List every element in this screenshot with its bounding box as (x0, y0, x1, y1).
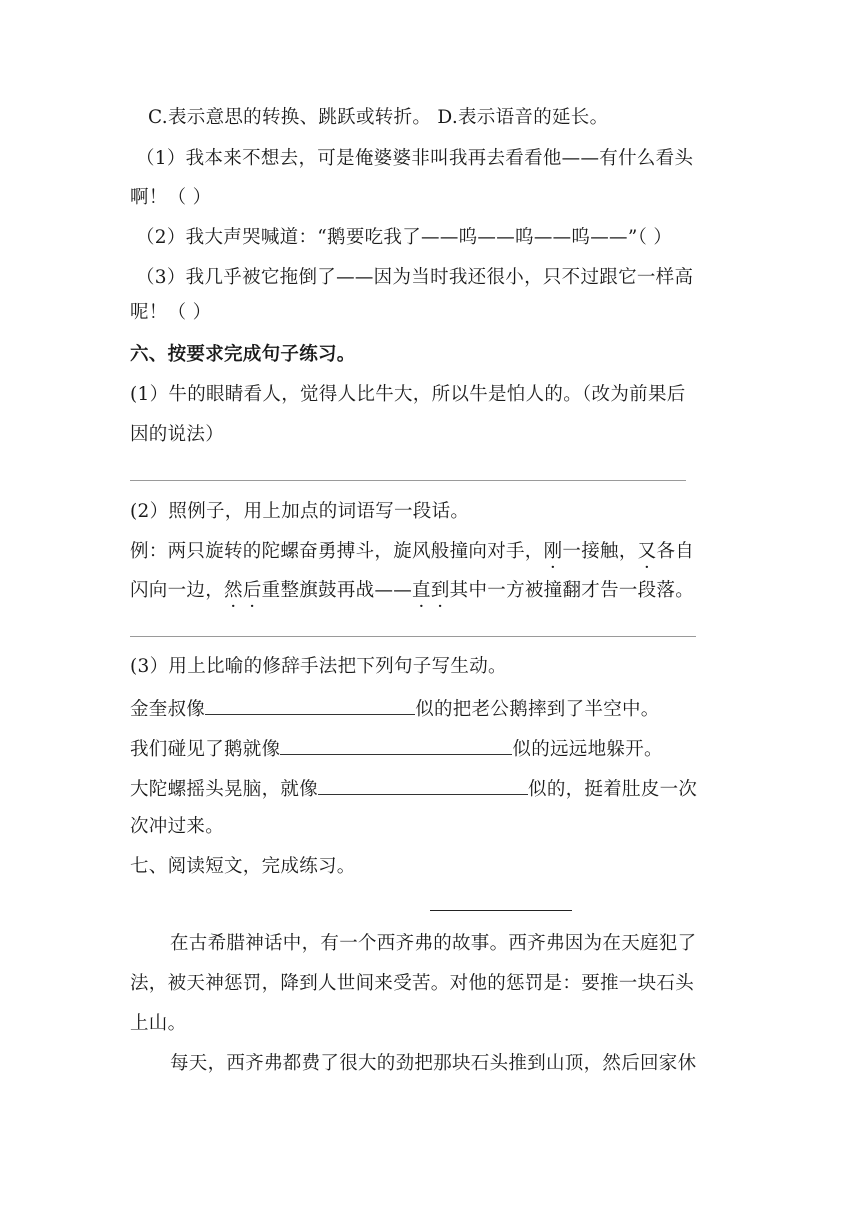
dotted-char: 又 (637, 541, 657, 562)
dotted-char: 到 (430, 580, 450, 601)
question-3-line-2: 呢！（ ） (130, 302, 212, 323)
fill-text: 我们碰见了鹅就像 (130, 739, 281, 760)
sentence-task-1-line-1: (1）牛的眼睛看人，觉得人比牛大，所以牛是怕人的。（改为前果后 (130, 384, 686, 405)
fill-text: 金奎叔像 (130, 699, 206, 720)
passage-p1-line-3: 上山。 (130, 1013, 187, 1034)
sentence-task-1-line-2: 因的说法） (130, 424, 225, 445)
fill-sentence-1 (130, 696, 660, 722)
fill-sentence-3-cont: 次冲过来。 (130, 816, 225, 837)
fill-sentence-2 (130, 736, 663, 762)
example-line-1 (130, 540, 694, 564)
section-6-title: 六、按要求完成句子练习。 (130, 344, 356, 365)
question-1-line-2: 啊！（ ） (130, 187, 212, 208)
fill-blank-3[interactable] (318, 776, 528, 795)
passage-p1-line-2: 法，被天神惩罚，降到人世间来受苦。对他的惩罚是：要推一块石头 (130, 973, 695, 994)
example-text: 重整旗鼓再战—— (261, 580, 413, 601)
example-text: 其中一方被撞翻才告一段落。 (449, 580, 695, 601)
example-text: 各自 (656, 541, 695, 562)
dotted-char: 刚 (543, 541, 563, 562)
fill-text: 大陀螺摇头晃脑，就像 (130, 779, 319, 800)
question-1-line-1: （1）我本来不想去，可是俺婆婆非叫我再去看看他——有什么看头 (136, 148, 694, 169)
answer-rule-1 (130, 480, 686, 481)
passage-p2-line-1: 每天，西齐弗都费了很大的劲把那块石头推到山顶，然后回家休 (170, 1053, 697, 1074)
fill-text: 似的把老公鹅摔到了半空中。 (415, 699, 660, 720)
example-text: 一接触， (562, 541, 638, 562)
fill-blank-2[interactable] (280, 736, 512, 755)
fill-text: 似的远远地躲开。 (512, 739, 663, 760)
example-line-2 (130, 579, 694, 603)
example-text: 闪向一边， (130, 580, 225, 601)
question-2-line: （2）我大声哭喊道：“鹅要吃我了——呜——呜——呜——”（ ） (136, 227, 673, 248)
fill-text: 似的，挺着肚皮一次 (528, 779, 698, 800)
answer-rule-2 (130, 636, 696, 637)
fill-sentence-3 (130, 776, 697, 802)
section-7-title: 七、阅读短文，完成练习。 (130, 856, 356, 877)
sentence-task-3-line: (3）用上比喻的修辞手法把下列句子写生动。 (130, 656, 507, 677)
example-text: 例：两只旋转的陀螺奋勇搏斗，旋风般撞向对手， (130, 541, 544, 562)
dotted-char: 直 (412, 580, 431, 601)
dotted-char: 然 (224, 580, 243, 601)
question-3-line-1: （3）我几乎被它拖倒了——因为当时我还很小，只不过跟它一样高 (136, 267, 694, 288)
fill-blank-1[interactable] (205, 696, 415, 715)
sentence-task-2-line: (2）照例子，用上加点的词语写一段话。 (130, 501, 470, 522)
passage-title-blank[interactable] (430, 910, 572, 911)
options-line: C.表示意思的转换、跳跃或转折。 D.表示语音的延长。 (148, 107, 609, 128)
passage-p1-line-1: 在古希腊神话中，有一个西齐弗的故事。西齐弗因为在天庭犯了 (170, 933, 697, 954)
dotted-char: 后 (242, 580, 262, 601)
